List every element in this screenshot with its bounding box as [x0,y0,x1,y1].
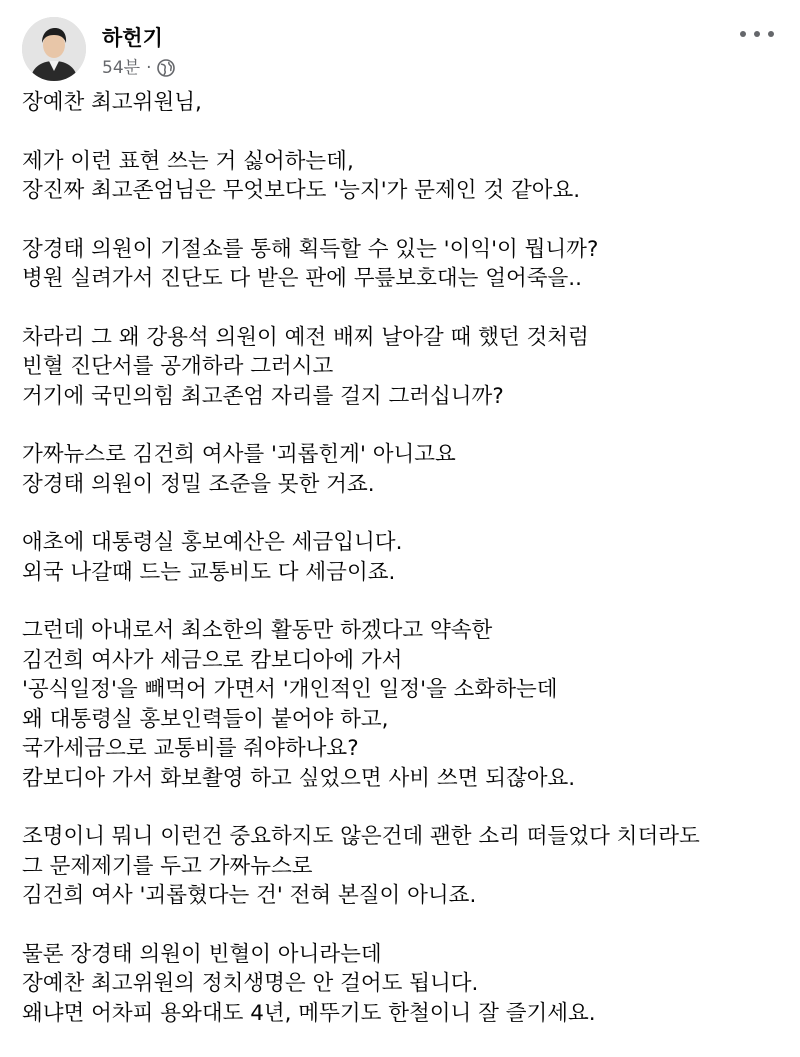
post-text-line: 병원 실려가서 진단도 다 받은 판에 무릎보호대는 얼어죽을.. [22,266,582,291]
post-text-line: 장예찬 최고위원님, [22,90,202,115]
post-text-line: 장진짜 최고존엄님은 무엇보다도 '능지'가 문제인 것 같아요. [22,178,581,203]
post-text-line: '공식일정'을 빼먹어 가면서 '개인적인 일정'을 소화하는데 [22,677,558,702]
post-meta [102,57,175,79]
post-text-line: 애초에 대통령실 홍보예산은 세금입니다. [22,530,403,555]
post-text-line: 빈혈 진단서를 공개하라 그러시고 [22,354,334,379]
post-text-line: 가짜뉴스로 김건희 여사를 '괴롭힌게' 아니고요 [22,442,456,467]
post-text-line: 거기에 국민의힘 최고존엄 자리를 걸지 그러십니까? [22,383,504,409]
post-text-line: 장예찬 최고위원의 정치생명은 안 걸어도 됩니다. [22,971,479,996]
more-options-icon[interactable] [740,23,774,45]
post-text-line: 장경태 의원이 정밀 조준을 못한 거죠. [22,471,375,497]
post-paragraph [22,323,780,412]
post-text-line: 그런데 아내로서 최소한의 활동만 하겠다고 약속한 [22,618,493,643]
post-text-line: 그 문제제기를 두고 가짜뉴스로 [22,853,313,879]
post-text-line: 왜냐면 어차피 용와대도 4년, 메뚜기도 한철이니 잘 즐기세요. [22,1000,596,1026]
globe-icon [157,59,175,77]
post-paragraph [22,940,780,1029]
post-text-line: 김건희 여사 '괴롭혔다는 건' 전혀 본질이 아니죠. [22,883,477,908]
post-text-line: 김건희 여사가 세금으로 캄보디아에 가서 [22,647,403,673]
post-text-line: 조명이니 뭐니 이런건 중요하지도 않은건데 괜한 소리 떠들었다 치더라도 [22,824,700,849]
post-text-line: 제가 이런 표현 쓰는 거 싫어하는데, [22,148,354,174]
post-text-line: 차라리 그 왜 강용석 의원이 예전 배찌 날아갈 때 했던 것처럼 [22,324,589,350]
post-text-line: 물론 장경태 의원이 빈혈이 아니라는데 [22,941,382,967]
post-paragraph [22,822,780,911]
post-paragraph [22,147,780,206]
post-time[interactable]: 54분 [102,58,141,78]
post-paragraph [22,528,780,587]
post-text-line: 장경태 의원이 기절쇼를 통해 획득할 수 있는 '이익'이 뭡니까? [22,236,599,262]
post-text-line: 외국 나갈때 드는 교통비도 다 세금이죠. [22,559,396,585]
meta-separator: · [146,58,152,78]
author-name[interactable]: 하헌기 [102,26,163,50]
post-text-line: 국가세금으로 교통비를 줘야하나요? [22,736,359,761]
post-paragraph [22,440,780,499]
post-text-line: 왜 대통령실 홍보인력들이 붙어야 하고, [22,706,389,732]
post-paragraph [22,88,780,118]
post-body [22,88,780,1057]
post-paragraph [22,235,780,294]
avatar[interactable] [22,17,86,81]
profile-photo [22,17,86,81]
post-paragraph [22,616,780,793]
post-text-line: 캄보디아 가서 화보촬영 하고 싶었으면 사비 쓰면 되잖아요. [22,765,576,791]
post-header [22,17,780,87]
